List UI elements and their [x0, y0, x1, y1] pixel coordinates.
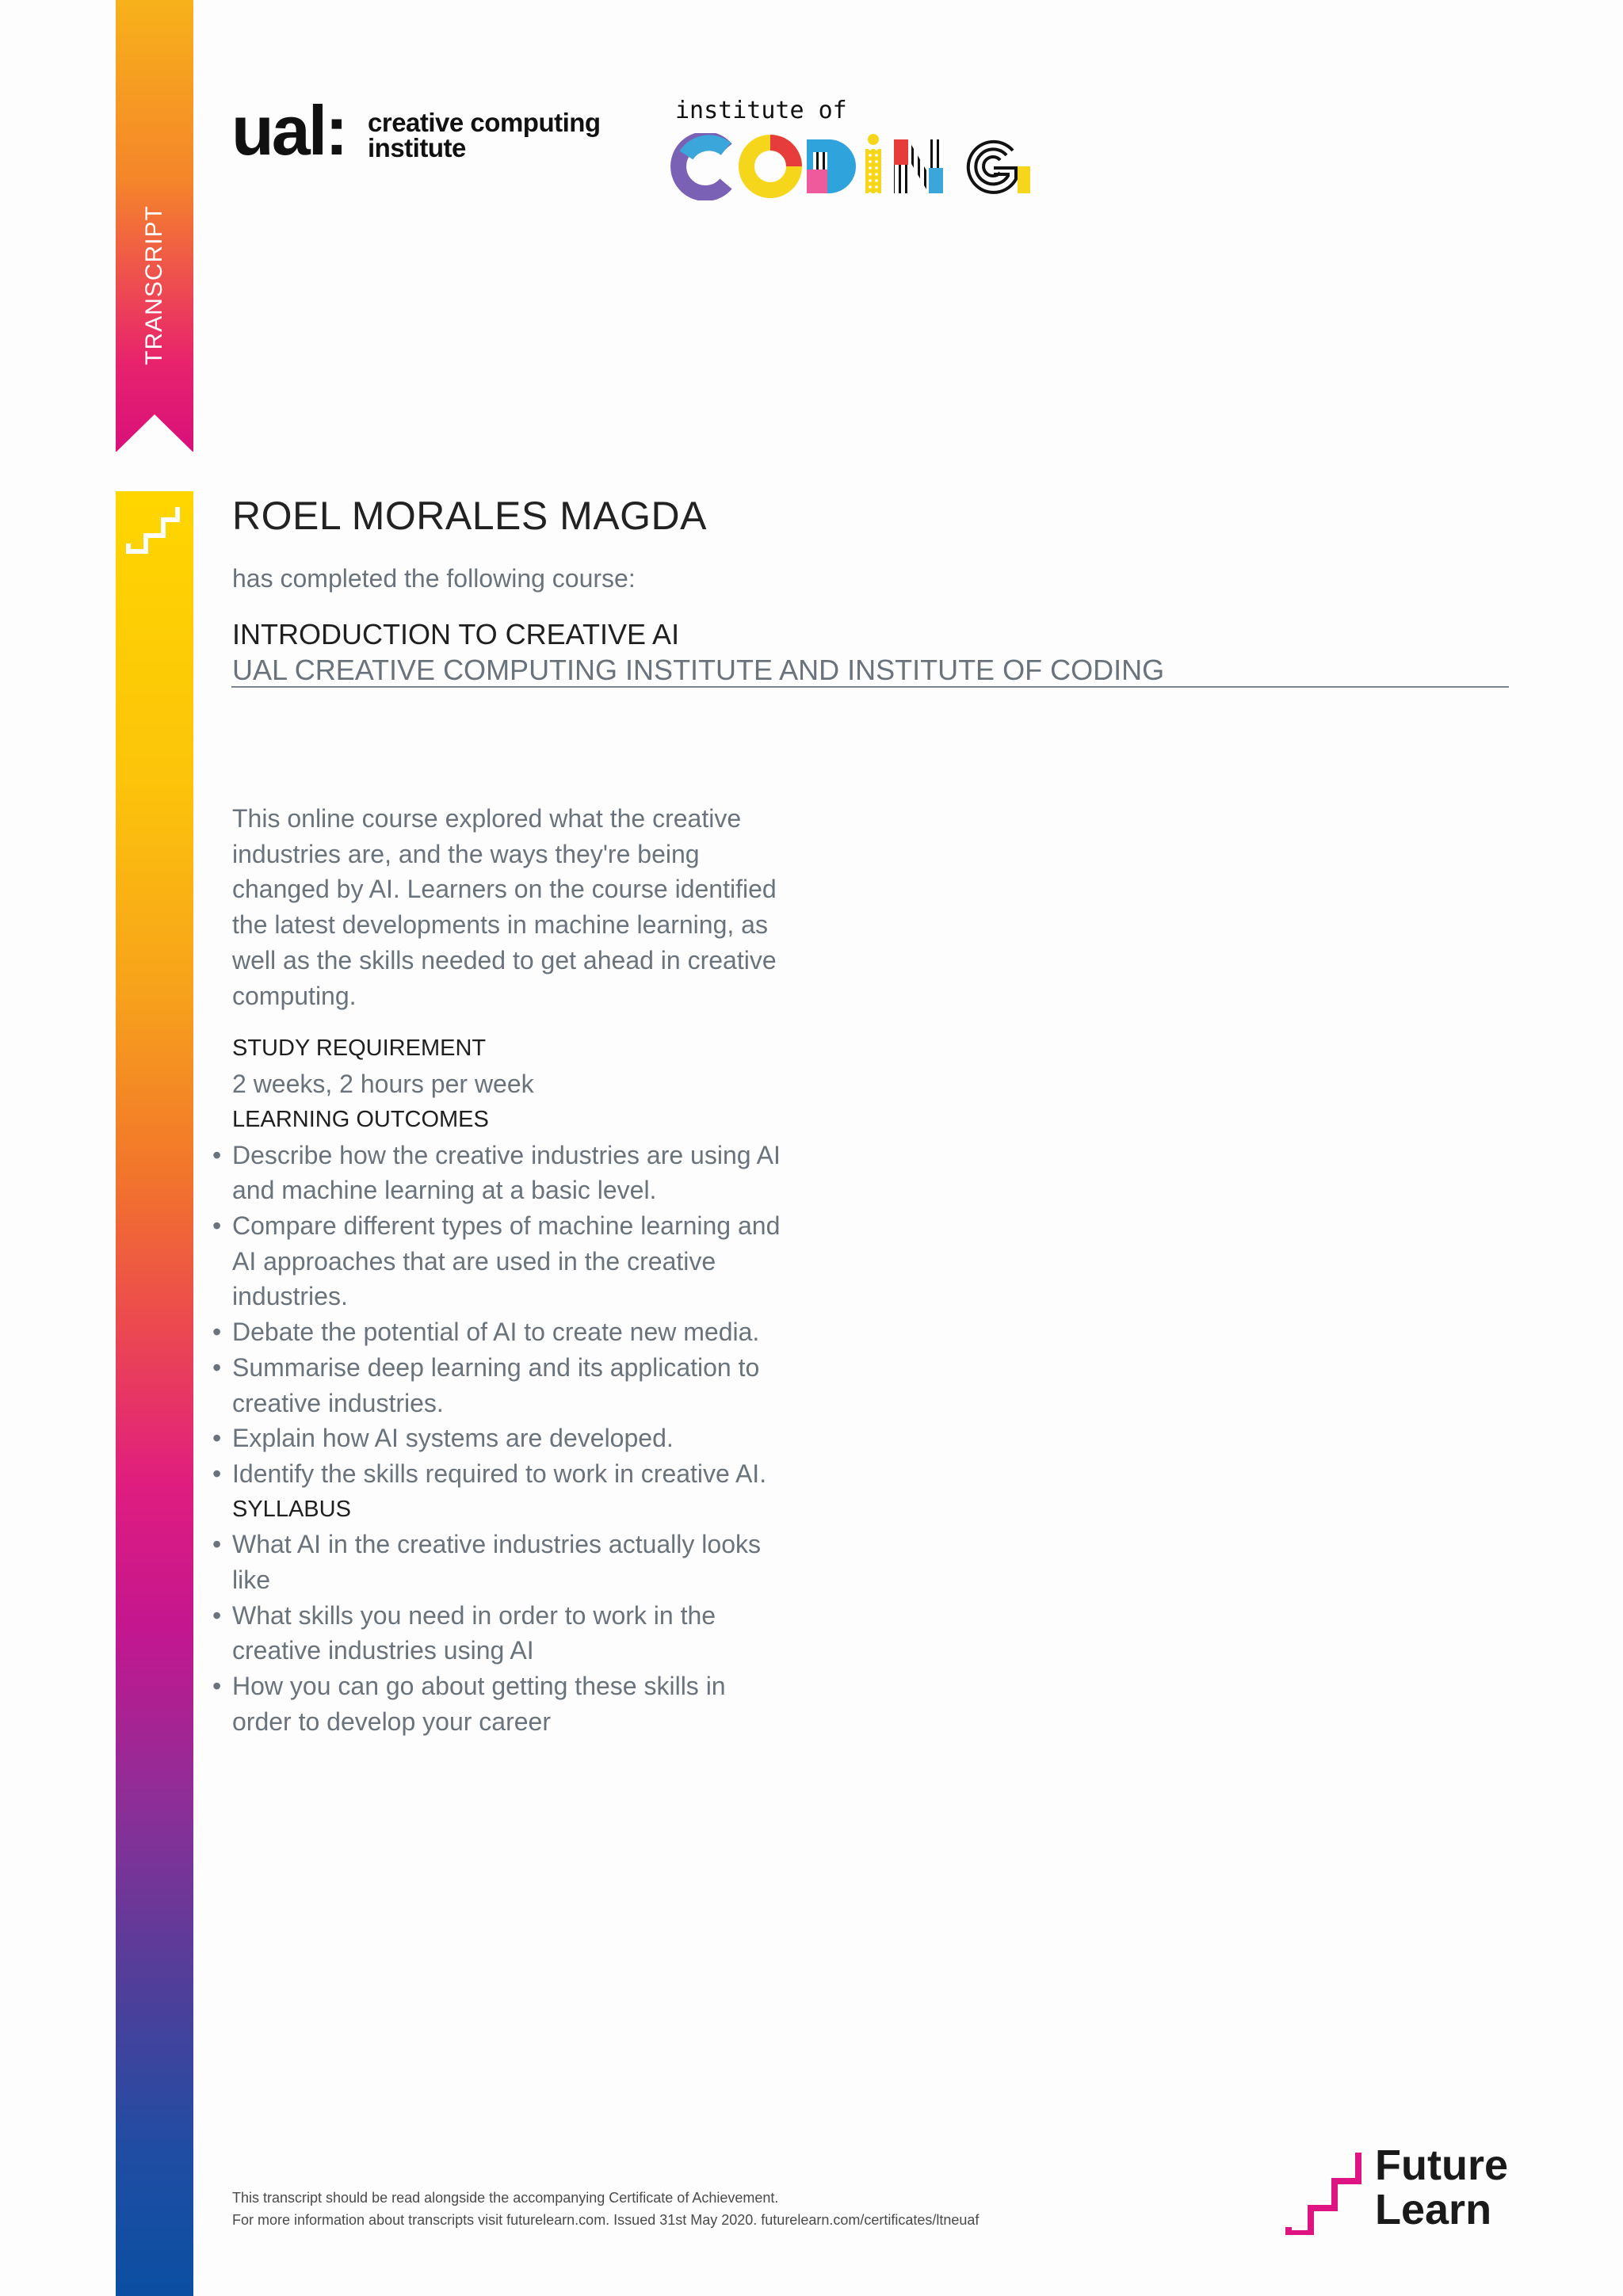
course-title: INTRODUCTION TO CREATIVE AI: [232, 618, 680, 650]
completed-text: has completed the following course:: [232, 564, 636, 593]
futurelearn-wordmark: [1375, 2143, 1508, 2232]
futurelearn-logo: [1277, 2143, 1515, 2238]
list-item: • Compare different types of machine learning and AI approaches that are used in the creative industries.: [232, 1208, 834, 1314]
list-item: • How you can go about getting these skills in order to develop your career: [232, 1669, 834, 1739]
list-item: • What AI in the creative industries actually looks like: [232, 1527, 834, 1597]
learning-outcomes-heading: LEARNING OUTCOMES: [232, 1106, 489, 1132]
description-line: computing.: [232, 981, 357, 1010]
list-item: • Summarise deep learning and its application to creative industries.: [232, 1350, 834, 1421]
gradient-ribbon: [116, 491, 193, 2296]
futurelearn-stairs-icon: [1284, 2148, 1371, 2235]
futurelearn-line-1: Future: [1375, 2142, 1508, 2189]
ual-line-2: institute: [368, 133, 466, 162]
syllabus-list: [232, 1527, 834, 1739]
list-item: • Debate the potential of AI to create new media.: [232, 1314, 834, 1350]
description-line: changed by AI. Learners on the course identified: [232, 875, 777, 904]
study-requirement-heading: STUDY REQUIREMENT: [232, 1035, 487, 1062]
transcript-label: TRANSCRIPT: [141, 205, 167, 365]
footnote-line-1: This transcript should be read alongside the accompanying Certificate of Achievement.: [232, 2190, 779, 2206]
study-requirement-value: 2 weeks, 2 hours per week: [232, 1069, 534, 1098]
description-line: This online course explored what the creative: [232, 804, 742, 833]
transcript-ribbon: [116, 0, 193, 452]
ribbon-notch: [116, 414, 193, 452]
learning-outcomes-list: [232, 1138, 834, 1492]
title-divider: [231, 686, 1509, 688]
ual-mark: ual:: [231, 91, 346, 170]
list-item: • What skills you need in order to work in the creative industries using AI: [232, 1598, 834, 1669]
description-line: the latest developments in machine learning, as: [232, 910, 768, 940]
syllabus-heading: SYLLABUS: [232, 1496, 351, 1522]
list-item: • Identify the skills required to work in creative AI.: [232, 1456, 834, 1492]
transcript-label-wrap: [116, 174, 193, 396]
futurelearn-line-2: Learn: [1375, 2186, 1492, 2233]
course-description: [232, 801, 834, 1013]
ual-wordmark: [368, 110, 601, 161]
institute-of-coding-logo: [670, 97, 1035, 204]
transcript-content: [232, 801, 834, 1740]
description-line: well as the skills needed to get ahead in creative: [232, 945, 777, 974]
ual-logo: [231, 91, 604, 170]
footnote-line-2: For more information about transcripts visit futurelearn.com. Issued 31st May 2020. futurelearn.com/certificates/ltneuaf: [232, 2212, 980, 2228]
list-item: • Describe how the creative industries are using AI and machine learning at a basic level.: [232, 1138, 834, 1208]
stairs-icon: [125, 501, 181, 556]
list-item: • Explain how AI systems are developed.: [232, 1421, 834, 1456]
ioc-wordmark: [670, 133, 1035, 200]
learner-name: ROEL MORALES MAGDA: [232, 494, 707, 538]
course-provider: UAL CREATIVE COMPUTING INSTITUTE AND INSTITUTE OF CODING: [232, 654, 1165, 686]
transcript-footnote: [232, 2187, 979, 2231]
ual-line-1: creative computing: [368, 108, 601, 137]
ioc-top-text: institute of: [675, 97, 847, 124]
description-line: industries are, and the ways they're being: [232, 839, 700, 868]
